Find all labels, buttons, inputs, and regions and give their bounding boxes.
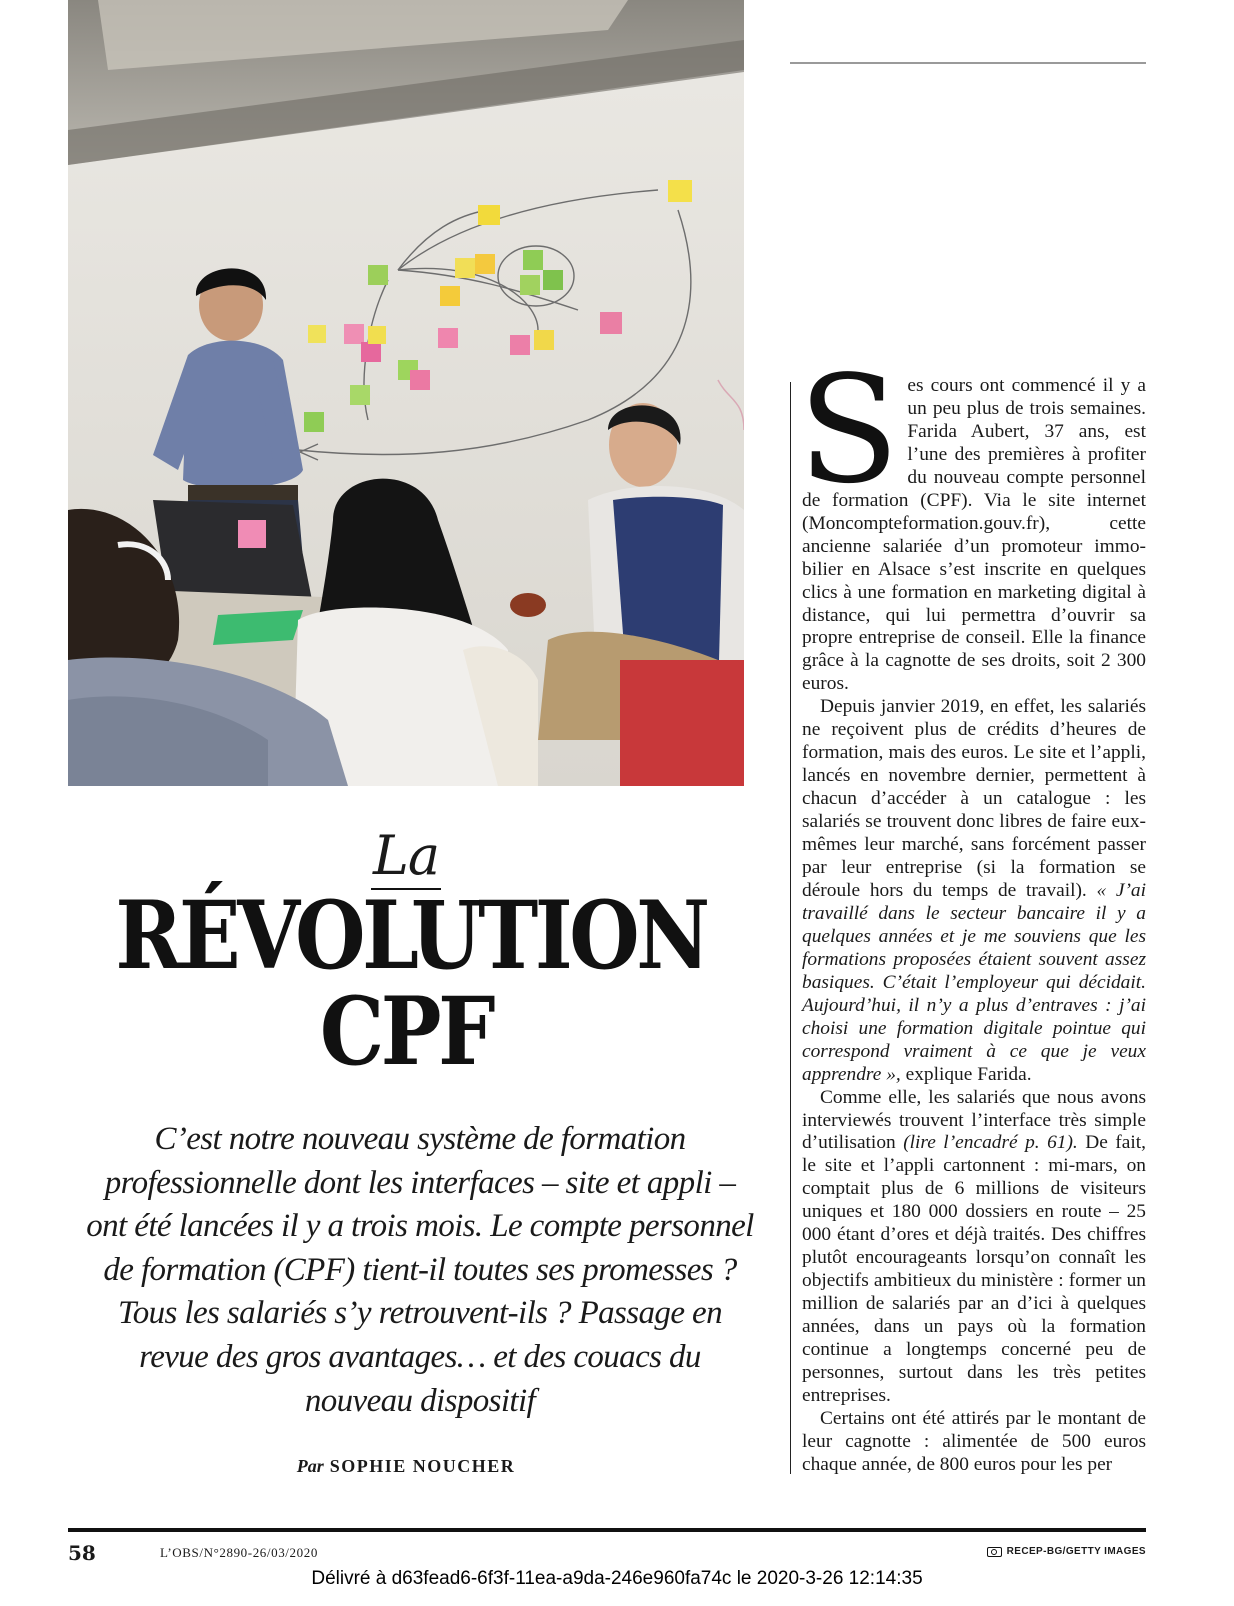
drop-cap: S (798, 344, 900, 516)
title-kicker: La (371, 826, 441, 890)
article-paragraph (802, 1408, 1146, 1477)
article-paragraph (802, 1087, 1146, 1408)
column-divider (790, 382, 791, 1474)
lead-paragraph: C’est notre nouveau système de formation professionnelle dont les interfaces – site et appli – ont été lancées il y a trois mois. Le compte personnel de formation (CPF) tient-il toutes ses promesses ? Tous les salariés s’y retrouvent-ils ? Passage en revue des gros avantages… et des couacs du nouveau dispositif (86, 1121, 754, 1419)
byline-author: SOPHIE NOUCHER (329, 1456, 516, 1476)
reference-text: (lire l’encadré p. 61). (903, 1132, 1078, 1154)
headline-line-1: RÉVOLUTION (115, 881, 707, 991)
paragraph-text: Comme elle, les salariés que nous avons interviewés trouvent l’interface très simple d’utilisation (802, 1086, 1146, 1154)
camera-icon (987, 1547, 1002, 1557)
article-paragraph (802, 696, 1146, 1086)
byline-prefix: Par (296, 1456, 324, 1476)
paragraph-text: De fait, le site et l’appli cartonnent : mi-mars, on comptait plus de 6 millions de visiteurs uniques et 180 000 dossiers en route – 25 000 étant d’ores et déjà traités. Des chiffres plutôt encourageants lorsqu’on connaît les objectifs ambitieux du ministère : former un million de salariés par an d’ici à quelques années, dans un pays où la formation continue a longtemps concerné peu de personnes, surtout dans les très petites entreprises. (802, 1132, 1146, 1406)
headline-line-2: CPF (319, 977, 493, 1087)
paragraph-text: Certains ont été attirés par le montant de leur cagnotte : alimentée de 500 euros chaque année, de 800 euros pour les per (802, 1407, 1146, 1475)
article-paragraph (798, 344, 1146, 696)
photo-credit-text: RECEP-BG/GETTY IMAGES (1006, 1546, 1146, 1557)
delivery-watermark: Délivré à d63fead6-6f3f-11ea-a9da-246e960fa74c le 2020-3-26 12:14:35 (311, 1568, 923, 1589)
footer-rule (68, 1528, 1146, 1532)
paragraph-text: es cours ont commencé il y a un peu plus de trois semaines. Farida Aubert, 37 ans, est l’une des premières à profiter du nouveau compte personnel de formation (CPF). Via le site internet (Moncompteformation.gouv.fr), cette ancienne salariée d’un promoteur immobilier en Alsace s’est inscrite en quelques clics à une formation en marketing digital à distance, qui lui permettra d’ouvrir sa propre entreprise de conseil. Elle la finance grâce à la cagnotte de ses droits, soit 2 300 euros. (802, 375, 1146, 695)
article-body (798, 344, 1146, 1477)
issue-info: L’OBS/N°2890-26/03/2020 (160, 1545, 318, 1560)
office-workshop-photo (68, 0, 744, 786)
photo-credit (987, 1546, 1146, 1557)
headline (115, 881, 707, 1087)
paragraph-text: Depuis janvier 2019, en effet, les salariés ne reçoivent plus de crédits d’heures de formation, mais des euros. Le site et l’appli, lancés en novembre dernier, permettent à chacun d’accéder à un catalogue : les salariés se trouvent donc libres de faire eux-mêmes leur marché, sans forcément passer par leur entreprise (si la formation se déroule hors du temps de travail). (802, 696, 1146, 901)
quote-text: « J’ai travaillé dans le secteur bancaire il y a quelques années et je me souviens que les formations proposées étaient souvent assez basiques. C’était l’employeur qui décidait. Aujourd’hui, il n’y a plus d’entraves : j’ai choisi une formation digitale pointue qui correspond vraiment à ce que je veux apprendre », (802, 879, 1146, 1085)
top-divider (790, 62, 1146, 64)
byline (68, 1456, 744, 1477)
page-number: 58 (68, 1541, 96, 1565)
paragraph-text: explique Farida. (900, 1063, 1032, 1085)
article-photo (68, 0, 744, 786)
